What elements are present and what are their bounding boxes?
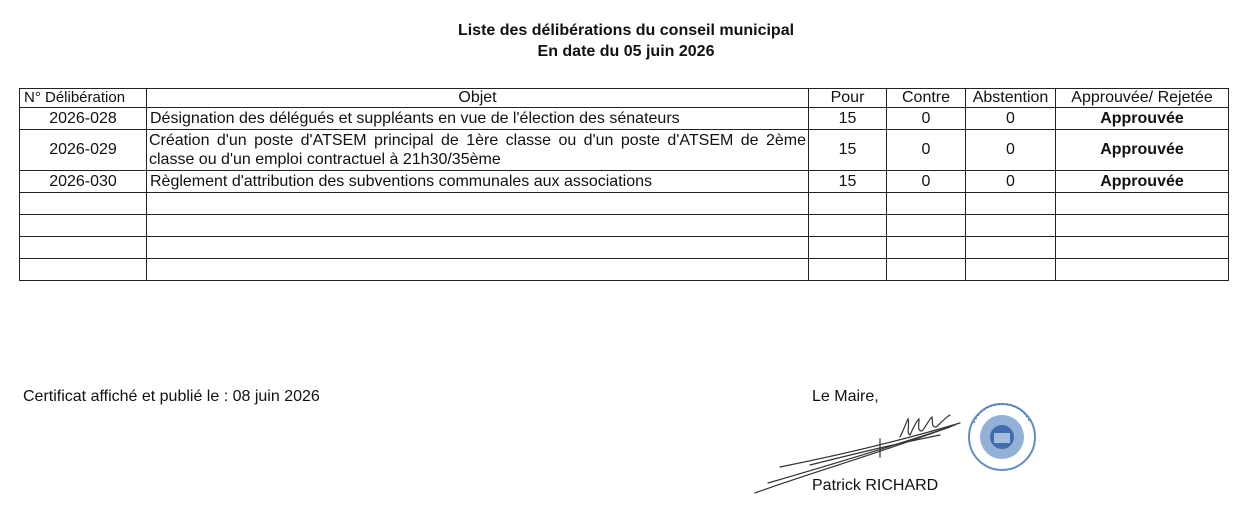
deliberations-table — [19, 88, 1229, 281]
municipal-seal-icon — [969, 404, 1035, 470]
mayor-label: Le Maire, — [812, 388, 879, 405]
empty-row — [20, 237, 1229, 259]
header-object: Objet — [147, 89, 809, 108]
row-number: 2026-028 — [20, 108, 147, 130]
table-row — [20, 108, 1229, 130]
table-row — [20, 130, 1229, 171]
row-result: Approuvée — [1056, 108, 1229, 130]
row-contre: 0 — [887, 108, 966, 130]
header-number: N° Délibération — [20, 89, 147, 108]
empty-row — [20, 259, 1229, 281]
row-result: Approuvée — [1056, 130, 1229, 171]
row-result: Approuvée — [1056, 171, 1229, 193]
row-object: Désignation des délégués et suppléants en vue de l'élection des sénateurs — [147, 108, 809, 130]
title-line-1: Liste des délibérations du conseil municipal — [457, 22, 795, 39]
row-number: 2026-030 — [20, 171, 147, 193]
header-abstention: Abstention — [966, 89, 1056, 108]
row-abstention: 0 — [966, 171, 1056, 193]
title-line-2: En date du 05 juin 2026 — [537, 43, 715, 60]
row-abstention: 0 — [966, 130, 1056, 171]
publication-certificate: Certificat affiché et publié le : 08 juin 2026 — [23, 388, 320, 405]
mayor-name: Patrick RICHARD — [812, 477, 939, 494]
row-number: 2026-029 — [20, 130, 147, 171]
row-contre: 0 — [887, 171, 966, 193]
table-row — [20, 171, 1229, 193]
row-pour: 15 — [809, 108, 887, 130]
header-result: Approuvée/ Rejetée — [1056, 89, 1229, 108]
row-abstention: 0 — [966, 108, 1056, 130]
empty-row — [20, 193, 1229, 215]
header-contre: Contre — [887, 89, 966, 108]
empty-row — [20, 215, 1229, 237]
row-contre: 0 — [887, 130, 966, 171]
table-header-row — [20, 89, 1229, 108]
row-pour: 15 — [809, 130, 887, 171]
row-pour: 15 — [809, 171, 887, 193]
header-pour: Pour — [809, 89, 887, 108]
row-object: Création d'un poste d'ATSEM principal de 1ère classe ou d'un poste d'ATSEM de 2ème classe ou d'un emploi contractuel à 21h30/35ème — [147, 130, 809, 171]
row-object: Règlement d'attribution des subventions communales aux associations — [147, 171, 809, 193]
